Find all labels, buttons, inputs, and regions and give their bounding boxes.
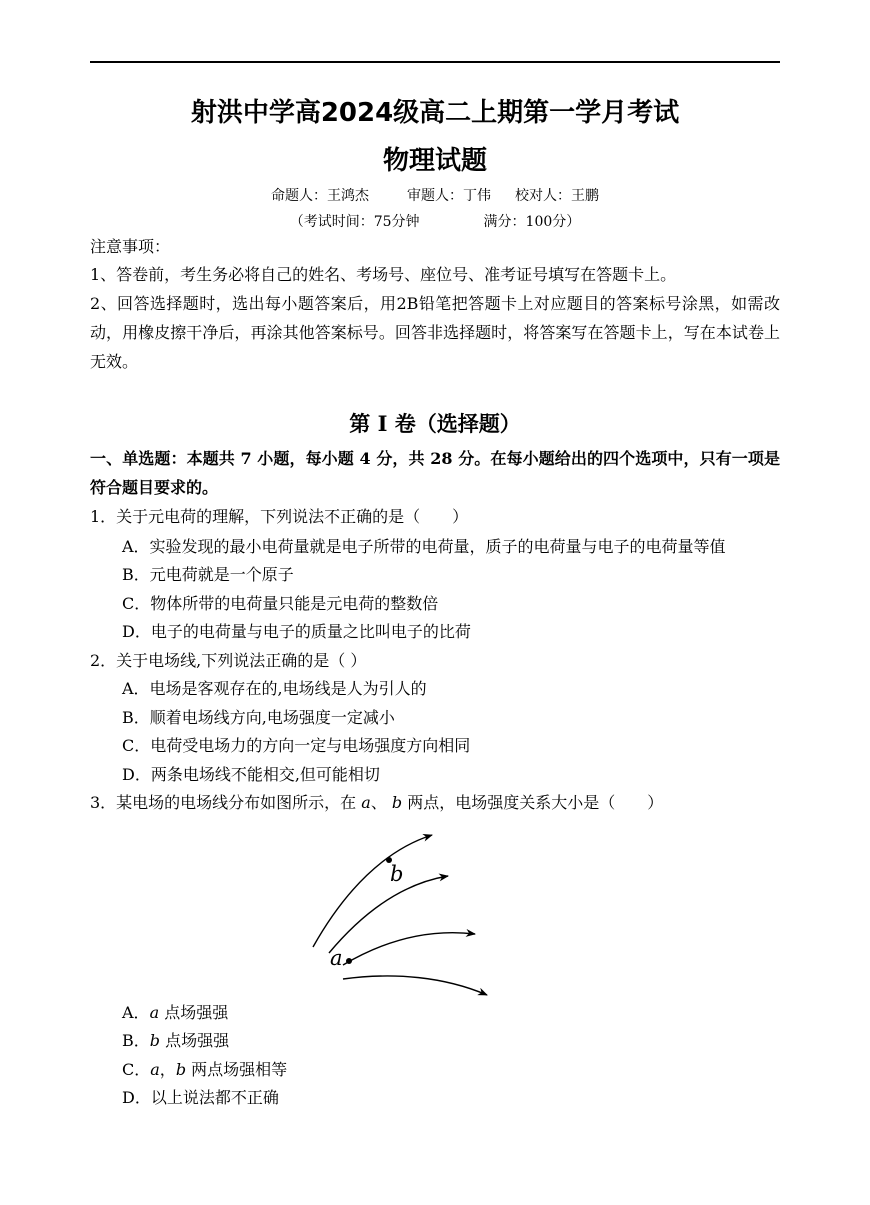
staff-line xyxy=(0,185,870,205)
q3-option-a: A．a 点场强强 xyxy=(122,1003,229,1022)
question-1-stem: 1．关于元电荷的理解，下列说法不正确的是（ ） xyxy=(90,507,469,526)
proposer: 命题人：王鸿杰 xyxy=(271,188,369,204)
point-a xyxy=(346,958,352,964)
section-instruction: 一、单选题：本题共 7 小题，每小题 4 分，共 28 分。在每小题给出的四个选项中，只有一项是符合题目要求的。 xyxy=(90,449,780,497)
reviewer: 审题人：丁伟 xyxy=(407,188,491,204)
electric-field-lines-figure xyxy=(300,825,500,1000)
label-a: a xyxy=(330,946,343,970)
field-line-4 xyxy=(343,976,487,995)
question-3-stem: 3．某电场的电场线分布如图所示，在 a、 b 两点，电场强度关系大小是（ ） xyxy=(90,793,664,812)
exam-time: （考试时间：75分钟 xyxy=(289,214,420,230)
q2-option-a: A．电场是客观存在的,电场线是人为引人的 xyxy=(122,679,427,698)
top-rule xyxy=(90,61,780,63)
label-b: b xyxy=(390,862,404,886)
q2-option-b: B．顺着电场线方向,电场强度一定减小 xyxy=(122,708,395,727)
q3-option-c: C．a，b 两点场强相等 xyxy=(122,1060,288,1079)
q2-option-c: C．电荷受电场力的方向一定与电场强度方向相同 xyxy=(122,736,471,755)
field-line-1 xyxy=(313,835,432,947)
q1-option-c: C．物体所带的电荷量只能是元电荷的整数倍 xyxy=(122,594,439,613)
field-line-2 xyxy=(329,876,448,953)
q2-option-d: D．两条电场线不能相交,但可能相切 xyxy=(122,765,380,784)
proofreader: 校对人：王鹏 xyxy=(515,188,599,204)
exam-title: 射洪中学高2024级高二上期第一学月考试 xyxy=(190,98,680,128)
q1-option-b: B．元电荷就是一个原子 xyxy=(122,565,294,584)
note-item-2: 2、回答选择题时，选出每小题答案后，用2B铅笔把答题卡上对应题目的答案标号涂黑，如需改动，用橡皮擦干净后，再涂其他答案标号。回答非选择题时，将答案写在答题卡上，写在本试卷上无效。 xyxy=(90,294,780,371)
question-2-stem: 2．关于电场线,下列说法正确的是（ ） xyxy=(90,651,367,670)
exam-subtitle: 物理试题 xyxy=(382,146,487,176)
notes-heading: 注意事项： xyxy=(90,237,171,256)
section-title: 第 I 卷（选择题） xyxy=(349,411,521,436)
field-line-3 xyxy=(343,933,475,965)
q1-option-a: A．实验发现的最小电荷量就是电子所带的电荷量，质子的电荷量与电子的电荷量等值 xyxy=(122,537,726,556)
q3-option-b: B．b 点场强强 xyxy=(122,1031,230,1050)
exam-info-line xyxy=(0,211,870,231)
note-item-1: 1、答卷前，考生务必将自己的姓名、考场号、座位号、准考证号填写在答题卡上。 xyxy=(90,265,677,284)
exam-score: 满分：100分） xyxy=(483,214,581,230)
q3-option-d: D．以上说法都不正确 xyxy=(122,1088,279,1107)
q1-option-d: D．电子的电荷量与电子的质量之比叫电子的比荷 xyxy=(122,622,471,641)
